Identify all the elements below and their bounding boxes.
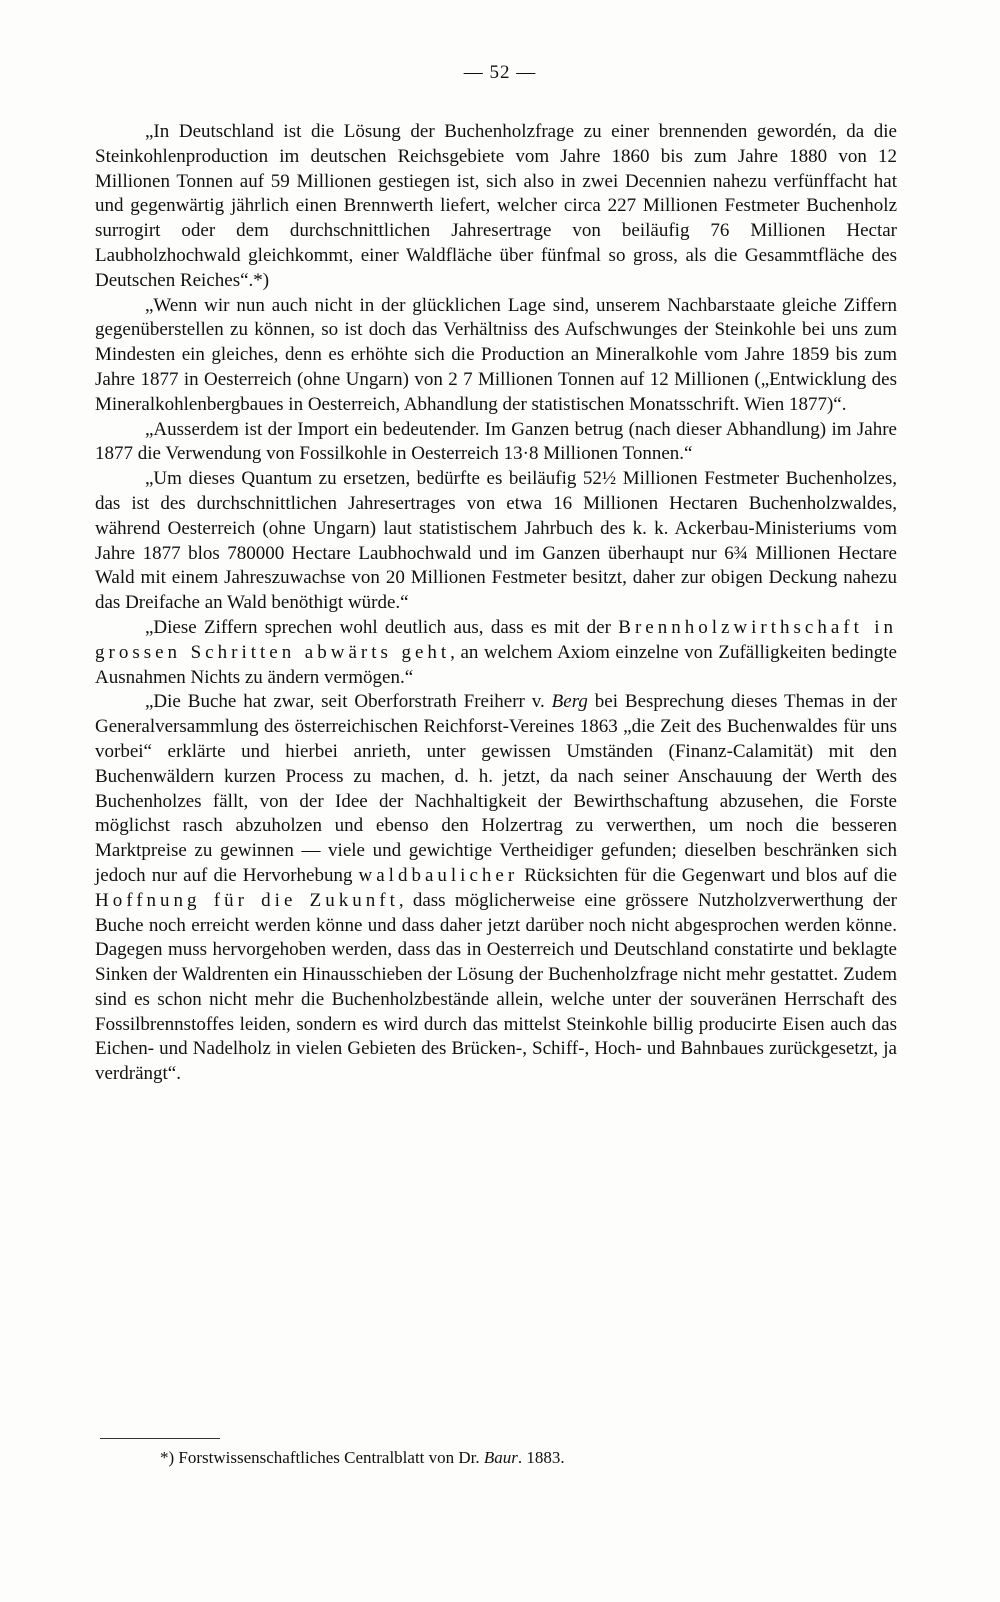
paragraph-6: [95, 690, 897, 1087]
paragraph-5: [95, 616, 897, 690]
paragraph-4: „Um dieses Quantum zu ersetzen, bedürfte es beiläufig 52½ Millionen Festmeter Buchenholzes, das ist des durchschnittlichen Jahresertrages von etwa 16 Millionen Hectaren Buchenholzwaldes, während Oesterreich (ohne Ungarn) laut statistischem Jahrbuch des k. k. Ackerbau-Ministeriums vom Jahre 1877 blos 780000 Hectare Laubhochwald und im Ganzen überhaupt nur 6¾ Millionen Hectare Wald mit einem Jahreszuwachse von 20 Millionen Festmeter besitzt, daher zur obigen Deckung nahezu das Dreifache an Wald benöthigt würde.“: [95, 468, 897, 614]
body-text: [95, 120, 897, 1087]
spaced-emphasis: Hoffnung für die Zukunft: [95, 889, 399, 911]
footnote-italic-name: Baur: [483, 1448, 518, 1467]
paragraph-6-text-a: „Die Buche hat zwar, seit Oberforstrath Freiherr v.: [145, 691, 552, 713]
paragraph-5-text-a: „Diese Ziffern sprechen wohl deutlich aus, dass es mit der: [145, 616, 619, 638]
spaced-emphasis: waldbaulicher: [358, 864, 519, 886]
footnote: [160, 1447, 900, 1469]
spaced-emphasis: Brennholzwirthschaft in grossen Schritten abwärts geht: [95, 616, 897, 663]
paragraph-3: „Ausserdem ist der Import ein bedeutender. Im Ganzen betrug (nach dieser Abhandlung) im Jahre 1877 die Verwendung von Fossilkohle in Oesterreich 13·8 Millionen Tonnen.“: [95, 418, 897, 465]
paragraph-5-text-b: , an welchem Axiom einzelne von Zufälligkeiten bedingte Ausnahmen Nichts zu ändern vermögen.“: [95, 641, 897, 688]
footnote-divider: [100, 1438, 220, 1439]
paragraph-2: „Wenn wir nun auch nicht in der glücklichen Lage sind, unserem Nachbarstaate gleiche Ziffern gegenüberstellen zu können, so ist doch das Verhältniss des Aufschwunges der Steinkohle bei uns zum Mindesten ein gleiches, denn es erhöhte sich die Production an Mineralkohle vom Jahre 1859 bis zum Jahre 1877 in Oesterreich (ohne Ungarn) von 2 7 Millionen Tonnen auf 12 Millionen („Entwicklung des Mineralkohlenbergbaues in Oesterreich, Abhandlung der statistischen Monatsschrift. Wien 1877)“.: [95, 294, 897, 415]
paragraph-6-text-b: bei Besprechung dieses Themas in der Generalversammlung des österreichischen Reichforst-Vereines 1863 „die Zeit des Buchenwaldes für uns vorbei“ erklärte und hierbei anrieth, unter gewissen Umständen (Finanz-Calamität) mit den Buchenwäldern kurzen Process zu machen, d. h. jetzt, da nach seiner Anschauung der Werth des Buchenholzes fällt, von der Idee der Nachhaltigkeit der Bewirthschaftung abzusehen, die Forste möglichst rasch abzuholzen und ebenso den Holzertrag zu verwerthen, um noch die besseren Marktpreise zu gewinnen — viele und gewichtige Vertheidiger gefunden; dieselben beschränken sich jedoch nur auf die Hervorhebung: [95, 691, 897, 886]
paragraph-6-text-d: , dass möglicherweise eine grössere Nutzholzverwerthung der Buche noch erreicht werden könne und dass daher jetzt darüber noch nicht abgesprochen werden könne. Dagegen muss hervorgehoben werden, dass das in Oesterreich und Deutschland constatirte und beklagte Sinken der Waldrenten ein Hinausschieben der Lösung der Buchenholzfrage nicht mehr gestattet. Zudem sind es schon nicht mehr die Buchenholzbestände allein, welche unter der souveränen Herrschaft des Fossilbrennstoffes leiden, sondern es wird durch das mittelst Steinkohle billig producirte Eisen auch das Eichen- und Nadelholz in vielen Gebieten des Brücken-, Schiff-, Hoch- und Bahnbaues zurückgesetzt, ja verdrängt“.: [95, 889, 897, 1085]
footnote-text-a: *) Forstwissenschaftliches Centralblatt von Dr.: [160, 1448, 484, 1467]
paragraph-1: „In Deutschland ist die Lösung der Buchenholzfrage zu einer brennenden gewordén, da die Steinkohlenproduction im deutschen Reichsgebiete vom Jahre 1860 bis zum Jahre 1880 von 12 Millionen Tonnen auf 59 Millionen gestiegen ist, sich also in zwei Decennien nahezu verfünffacht hat und gegenwärtig jährlich einen Brennwerth liefert, welcher circa 227 Millionen Festmeter Buchenholz surrogirt oder dem durchschnittlichen Jahresertrage von beiläufig 76 Millionen Hectar Laubholzhochwald gleichkommt, einer Waldfläche über fünfmal so gross, als die Gesammtfläche des Deutschen Reiches“.*): [95, 121, 897, 291]
italic-name: Berg: [551, 691, 588, 713]
footnote-text-b: . 1883.: [517, 1448, 565, 1467]
paragraph-6-text-c: Rücksichten für die Gegenwart und blos auf die: [518, 864, 897, 886]
page-number: — 52 —: [463, 62, 537, 83]
